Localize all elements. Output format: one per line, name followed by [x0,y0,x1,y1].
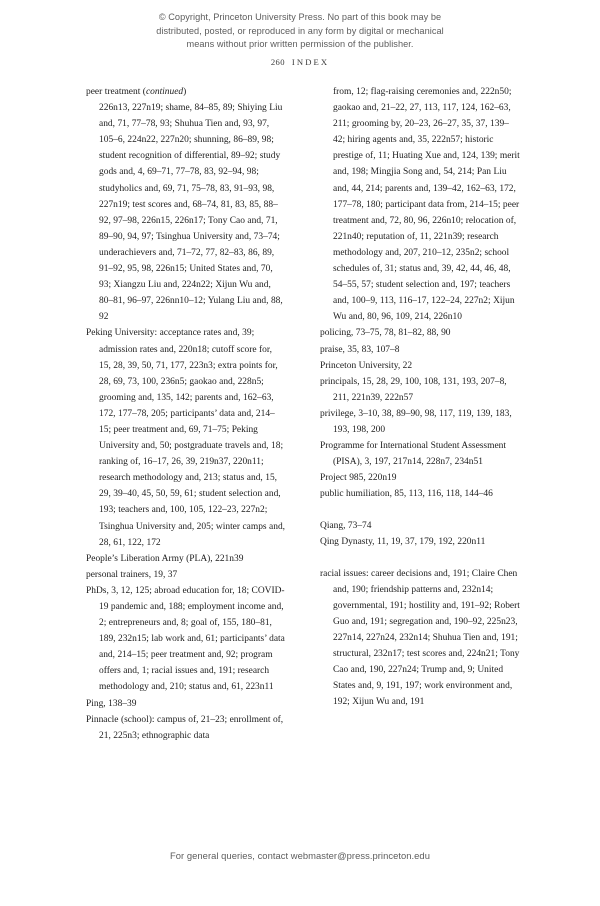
index-entry: Qing Dynasty, 11, 19, 37, 179, 192, 220n11 [320,537,486,548]
index-entry: People’s Liberation Army (PLA), 221n39 [86,553,244,564]
running-head [0,57,600,67]
index-entry: principals, 15, 28, 29, 100, 108, 131, 193, 207–8, 211, 221n39, 222n57 [320,376,507,403]
index-entry: Princeton University, 22 [320,360,413,371]
entry-head-text: peer treatment ( [86,87,146,97]
index-entry: from, 12; flag-raising ceremonies and, 222n50; gaokao and, 21–22, 27, 113, 117, 124, 162–63, 211; grooming by, 20–23, 26–27, 35, 37, 139–42; hiring agents and, 35, 222n57; historic prestige of, 11; Huating Xue and, 124, 139; merit and, 198; Mingjia Song and, 54, 214; Pan Liu and, 44, 214; parents and, 139–42, 162–63, 172, 177–78, 180; participant data from, 214–15; peer treatment and, 72, 80, 96, 226n10; relocation of, 221n40; reputation of, 11, 221n39; research methodology and, 207, 210–12, 235n2; school schedules of, 31; status and, 39, 42, 44, 46, 48, 54–55, 57; student selection and, 197; teachers and, 100–9, 113, 116–17, 122–24, 227n2; Xijun Wu and, 80, 96, 109, 214, 226n10 [333,87,520,323]
copyright-notice [105,11,495,52]
index-entry: policing, 73–75, 78, 81–82, 88, 90 [320,328,451,339]
index-entry: Pinnacle (school): campus of, 21–23; enrollment of, 21, 225n3; ethnographic data [86,714,284,741]
index-entry: racial issues: career decisions and, 191; Claire Chen and, 190; friendship patterns and, 232n14; governmental, 191; hostility and, 191–92; Robert Guo and, 191; segregation and, 190–92, 225n23, 227n14, 227n24, 232n14; Shuhua Tien and, 191; structural, 232n17; test scores and, 224n21; Tony Cao and, 190, 227n24; Trump and, 9; United States and, 9, 191, 197; work environment and, 192; Xijun Wu and, 191 [320,568,520,708]
index-entry: Qiang, 73–74 [320,520,372,531]
page-number: 260 [270,57,285,67]
index-entry: Ping, 138–39 [86,698,137,709]
index-column-left [86,84,286,744]
entry-head-tail: ) [183,87,187,97]
entry-head-italic: continued [145,87,184,97]
index-entry: PhDs, 3, 12, 125; abroad education for, 18; COVID-19 pandemic and, 188; employment income and, 2; entrepreneurs and, 8; goal of, 155, 180–81, 189, 232n15; lab work and, 61; participants’ data and, 214–15; peer treatment and, 92; program offers and, 1; racial issues and, 191; research methodology and, 210; status and, 61, 223n11 [86,585,285,693]
index-entry: Peking University: acceptance rates and, 39; admission rates and, 220n18; cutoff score for, 15, 28, 39, 50, 71, 177, 223n3; extra points for, 28, 69, 73, 100, 236n5; gaokao and, 228n5; grooming and, 135, 142; parents and, 162–63, 172, 177–78, 205; participants’ data and, 214–15; peer treatment and, 69, 71–75; Peking University and, 50; postgraduate travels and, 18; ranking of, 16–17, 26, 39, 219n37, 220n11; research methodology and, 213; status and, 15, 29, 39–40, 45, 50, 59, 61; student selection and, 193; teachers and, 100, 105, 122–23, 227n2; Tsinghua University and, 205; winter camps and, 28, 61, 122, 172 [86,328,286,548]
copyright-line-2: distributed, posted, or reproduced in any form by digital or mechanical [156,25,444,36]
footer-note: For general queries, contact webmaster@press.princeton.edu [170,850,430,861]
index-entry: Project 985, 220n19 [320,473,397,484]
copyright-line-1: © Copyright, Princeton University Press. No part of this book may be [158,12,442,22]
index-entry: privilege, 3–10, 38, 89–90, 98, 117, 119, 139, 183, 193, 198, 200 [320,408,512,435]
running-head-title: INDEX [291,57,330,67]
index-column-right [320,84,520,710]
index-columns [86,84,520,814]
index-entry-continued-head [86,84,286,100]
index-entry: Programme for International Student Assessment (PISA), 3, 197, 217n14, 228n7, 234n51 [320,441,506,468]
copyright-line-3: means without prior written permission of the publisher. [186,39,414,50]
index-entry: 226n13, 227n19; shame, 84–85, 89; Shiying Liu and, 71, 77–78, 93; Shuhua Tien and, 93, 97, 105–6, 224n22, 227n20; shunning, 86–89, 98; student recognition of differential, 89–92; study gods and, 4, 69–71, 77–78, 83, 92–94, 98; studyholics and, 69, 71, 75–78, 83, 91–93, 98, 227n19; test scores and, 68–74, 81, 83, 85, 88–92, 97–98, 226n15, 226n17; Tony Cao and, 71, 89–90, 94, 97; Tsinghua University and, 73–74; underachievers and, 71–72, 77, 82–83, 86, 89, 91–92, 95, 98, 226n15; United States and, 70, 93; Xiangzu Liu and, 224n22; Xijun Wu and, 80–81, 96–97, 226nn10–12; Yulang Liu and, 88, 92 [99,103,283,323]
index-entry: public humiliation, 85, 113, 116, 118, 144–46 [320,489,493,500]
index-entry: praise, 35, 83, 107–8 [320,344,400,355]
index-entry: personal trainers, 19, 37 [86,569,178,580]
